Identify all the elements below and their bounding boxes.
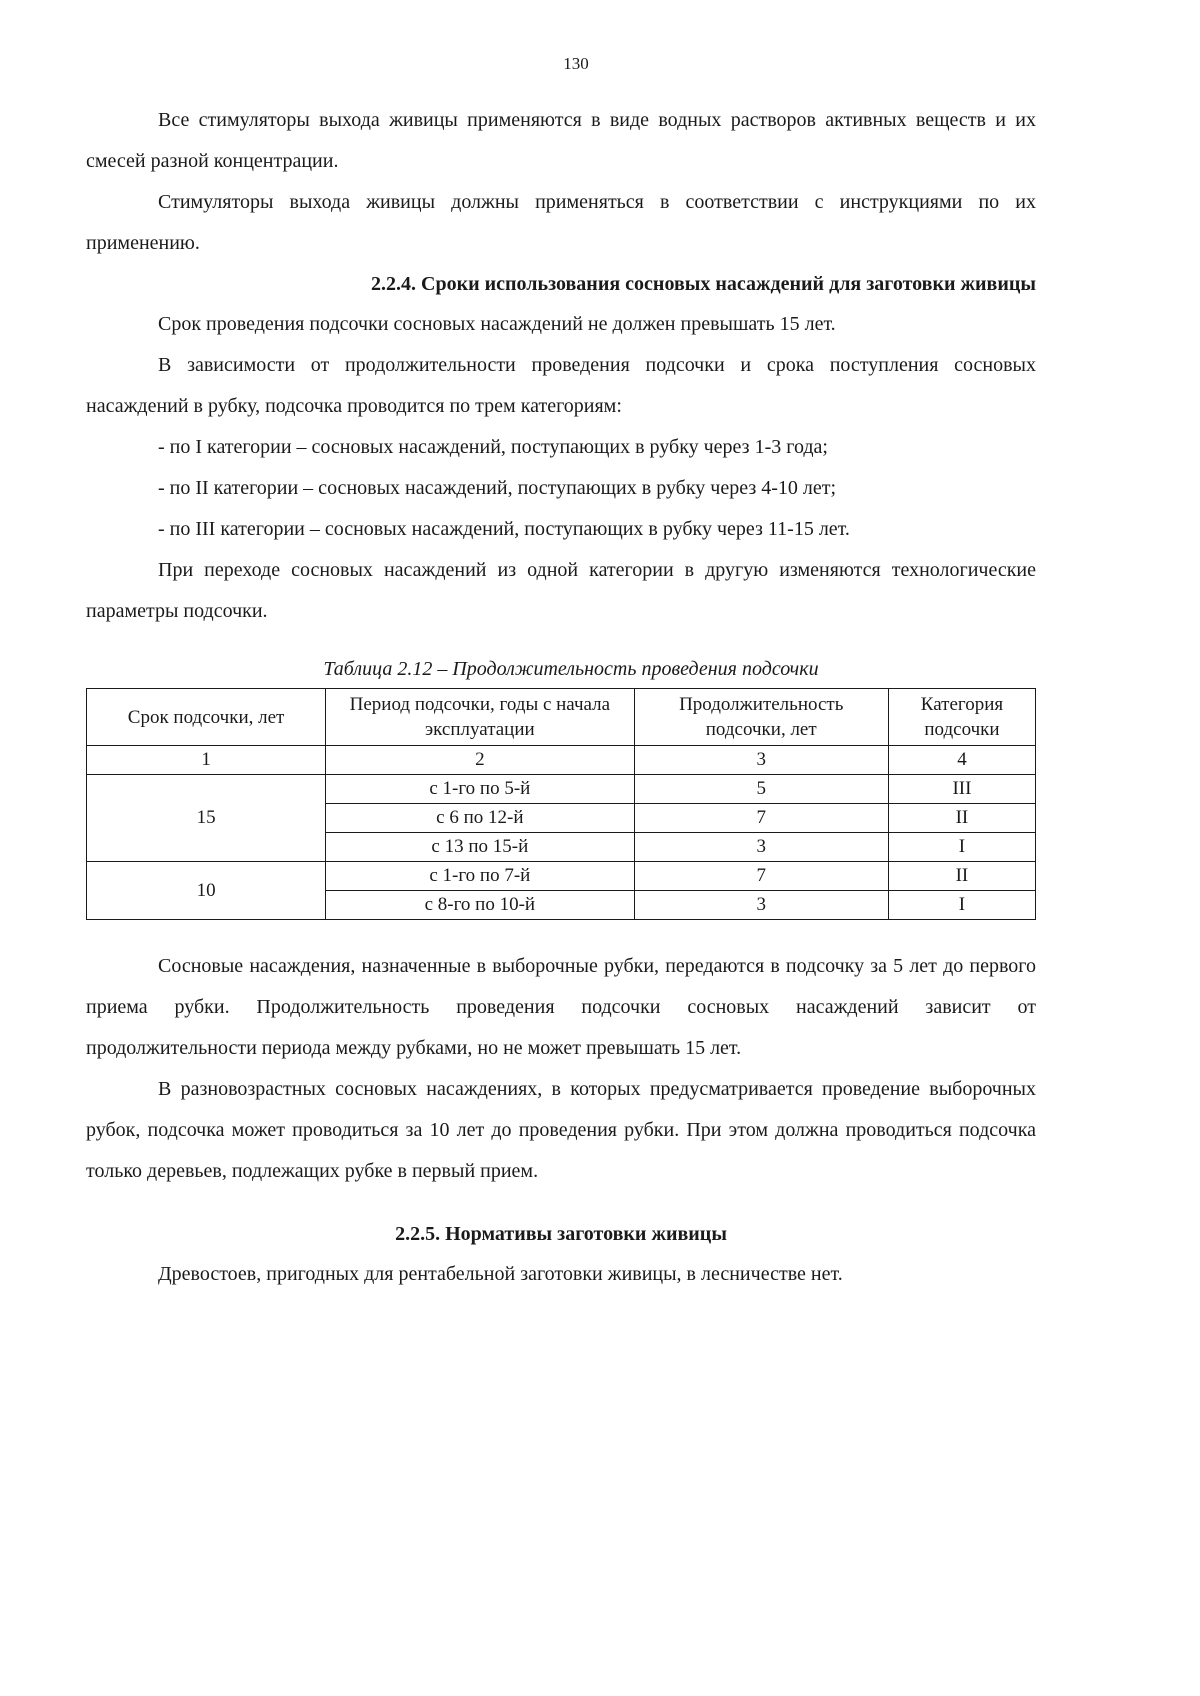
category-cell: I <box>888 833 1035 862</box>
category-cell: I <box>888 891 1035 920</box>
paragraph-stimulators-instructions: Стимуляторы выхода живицы должны применяться в соответствии с инструкциями по их применению. <box>86 191 1036 254</box>
period-cell: с 13 по 15-й <box>326 833 634 862</box>
table-header-row <box>87 689 1036 746</box>
period-cell: с 1-го по 7-й <box>326 862 634 891</box>
column-number-2: 2 <box>326 746 634 775</box>
category-cell: III <box>888 775 1035 804</box>
column-number-4: 4 <box>888 746 1035 775</box>
column-number-1: 1 <box>87 746 326 775</box>
duration-cell: 3 <box>634 833 888 862</box>
paragraph-stimulators-solutions: Все стимуляторы выхода живицы применяются в виде водных растворов активных веществ и их смесей разной концентрации. <box>86 109 1036 172</box>
list-item-category-3: - по III категории – сосновых насаждений, поступающих в рубку через 11-15 лет. <box>158 518 850 540</box>
paragraph-category-transition: При переходе сосновых насаждений из одной категории в другую изменяются технологические параметры подсочки. <box>86 559 1036 622</box>
header-term: Срок подсочки, лет <box>87 689 326 746</box>
category-cell: II <box>888 804 1035 833</box>
section-heading-2-2-5: 2.2.5. Нормативы заготовки живицы <box>395 1223 727 1245</box>
period-cell: с 8-го по 10-й <box>326 891 634 920</box>
list-item-category-1: - по I категории – сосновых насаждений, поступающих в рубку через 1-3 года; <box>158 436 828 458</box>
paragraph-term-limit: Срок проведения подсочки сосновых насаждений не должен превышать 15 лет. <box>158 313 836 335</box>
period-cell: с 1-го по 5-й <box>326 775 634 804</box>
table-row <box>87 775 1036 804</box>
header-period: Период подсочки, годы с начала эксплуатации <box>326 689 634 746</box>
column-number-3: 3 <box>634 746 888 775</box>
list-item-category-2: - по II категории – сосновых насаждений, поступающих в рубку через 4-10 лет; <box>158 477 837 499</box>
table-caption: Таблица 2.12 – Продолжительность проведения подсочки <box>323 658 819 680</box>
duration-cell: 7 <box>634 862 888 891</box>
category-cell: II <box>888 862 1035 891</box>
section-heading-2-2-4: 2.2.4. Сроки использования сосновых насаждений для заготовки живицы <box>371 273 1036 295</box>
table-row <box>87 862 1036 891</box>
tapping-duration-table <box>86 688 1036 920</box>
period-cell: с 6 по 12-й <box>326 804 634 833</box>
header-category: Категория подсочки <box>888 689 1035 746</box>
duration-cell: 3 <box>634 891 888 920</box>
duration-cell: 5 <box>634 775 888 804</box>
paragraph-categories-intro: В зависимости от продолжительности проведения подсочки и срока поступления сосновых насаждений в рубку, подсочка проводится по трем категориям: <box>86 354 1036 417</box>
term-cell-15: 15 <box>87 775 326 862</box>
header-duration: Продолжительность подсочки, лет <box>634 689 888 746</box>
paragraph-no-stands: Древостоев, пригодных для рентабельной заготовки живицы, в лесничестве нет. <box>158 1263 843 1285</box>
duration-cell: 7 <box>634 804 888 833</box>
paragraph-uneven-aged-stands: В разновозрастных сосновых насаждениях, в которых предусматривается проведение выборочных рубок, подсочка может проводиться за 10 лет до проведения рубки. При этом должна проводиться подсочка только деревьев, подлежащих рубке в первый прием. <box>86 1078 1036 1182</box>
table-column-numbers-row <box>87 746 1036 775</box>
page-number: 130 <box>563 54 589 73</box>
paragraph-selective-felling: Сосновые насаждения, назначенные в выборочные рубки, передаются в подсочку за 5 лет до первого приема рубки. Продолжительность проведения подсочки сосновых насаждений зависит от продолжительности периода между рубками, но не может превышать 15 лет. <box>86 955 1036 1059</box>
term-cell-10: 10 <box>87 862 326 920</box>
